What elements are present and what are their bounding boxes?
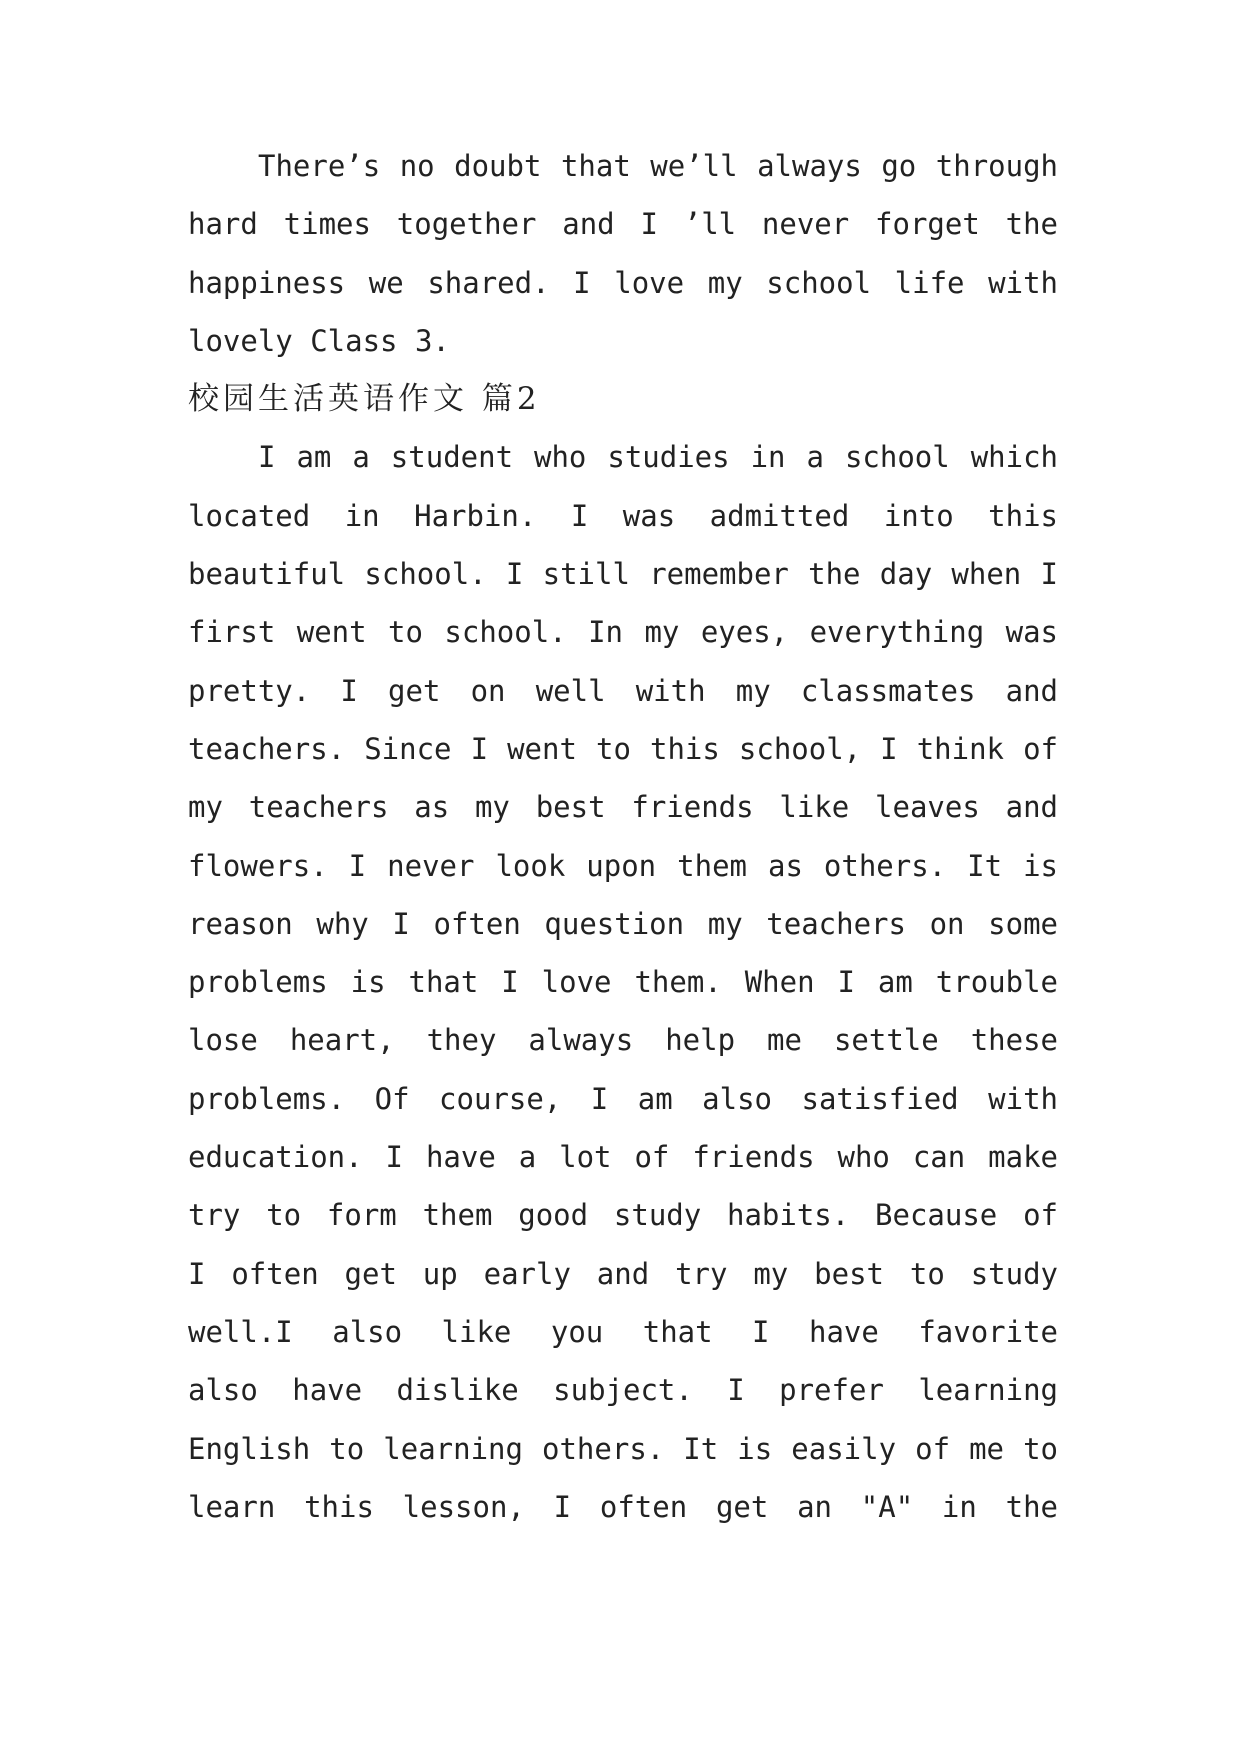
paragraph-1-line-1: There’s no doubt that we’ll always go through bbox=[258, 149, 1058, 183]
paragraph-1-line-4: lovely Class 3. bbox=[188, 323, 450, 358]
paragraph-2-line-4: first went to school. In my eyes, everything was bbox=[188, 615, 1058, 650]
paragraph-2-line-16: well.I also like you that I have favorite bbox=[188, 1314, 1058, 1349]
paragraph-2-line-12: problems. Of course, I am also satisfied with bbox=[188, 1081, 1058, 1116]
paragraph-2-line-9: reason why I often question my teachers on some bbox=[188, 906, 1058, 941]
paragraph-2-line-5: pretty. I get on well with my classmates and bbox=[188, 673, 1058, 708]
paragraph-2-line-14: try to form them good study habits. Because of bbox=[188, 1198, 1058, 1233]
paragraph-2-line-6: teachers. Since I went to this school, I think of bbox=[188, 731, 1058, 766]
document-body bbox=[188, 137, 1058, 1536]
paragraph-2-line-2: located in Harbin. I was admitted into this bbox=[188, 498, 1058, 533]
paragraph-2-line-19: learn this lesson, I often get an "A" in the bbox=[188, 1489, 1058, 1524]
section-heading: 校园生活英语作文 篇2 bbox=[188, 381, 541, 418]
paragraph-2-line-13: education. I have a lot of friends who can make bbox=[188, 1140, 1058, 1175]
paragraph-2-line-7: my teachers as my best friends like leaves and bbox=[188, 790, 1058, 825]
paragraph-2-line-17: also have dislike subject. I prefer learning bbox=[188, 1373, 1058, 1408]
paragraph-2-line-10: problems is that I love them. When I am trouble bbox=[188, 965, 1058, 1000]
paragraph-2-line-11: lose heart, they always help me settle these bbox=[188, 1023, 1058, 1058]
paragraph-2-line-18: English to learning others. It is easily of me to bbox=[188, 1431, 1058, 1466]
paragraph-1-line-3: happiness we shared. I love my school life with bbox=[188, 265, 1058, 300]
paragraph-2-line-15: I often get up early and try my best to study bbox=[188, 1256, 1058, 1291]
paragraph-2-line-1: I am a student who studies in a school which bbox=[258, 440, 1058, 475]
paragraph-2-line-8: flowers. I never look upon them as others. It is bbox=[188, 848, 1058, 883]
paragraph-1-line-2: hard times together and I ’ll never forget the bbox=[188, 207, 1058, 242]
paragraph-2-line-3: beautiful school. I still remember the day when I bbox=[188, 557, 1058, 592]
